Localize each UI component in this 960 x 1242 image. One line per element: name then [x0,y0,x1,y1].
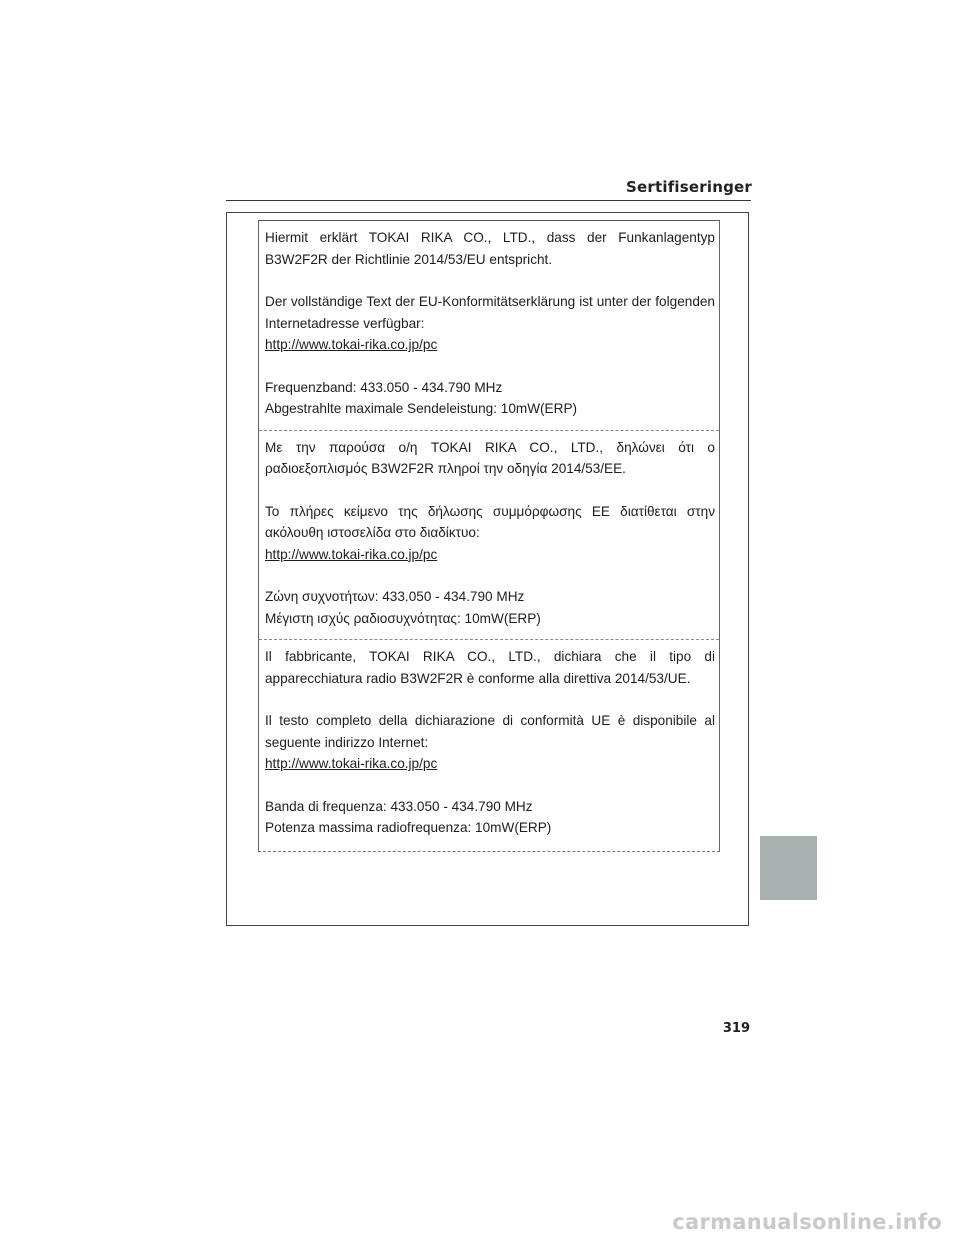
max-power: Abgestrahlte maximale Sendeleistung: 10mW(ERP) [265,401,578,416]
section-greek [259,431,719,641]
header-rule [226,200,751,201]
availability-text: Il testo completo della dichiarazione di conformità UE è disponibile al seguente indirizzo Internet: [265,713,715,750]
section-german [259,221,719,431]
availability-text: Το πλήρες κείμενο της δήλωσης συμμόρφωσης ΕΕ διατίθεται στην ακόλουθη ιστοσελίδα στο διαδίκτυο: [265,503,715,540]
page-header-title: Sertifiseringer [626,178,752,196]
declaration-paragraph: Il fabbricante, TOKAI RIKA CO., LTD., dichiara che il tipo di apparecchiatura radio B3W2F2R è conforme alla direttiva 2014/53/UE. [265,649,715,686]
specs-paragraph [265,586,715,629]
declaration-paragraph: Hiermit erklärt TOKAI RIKA CO., LTD., dass der Funkanlagentyp B3W2F2R der Richtlinie 2014/53/EU entspricht. [265,230,715,267]
frequency-band: Frequenzband: 433.050 - 434.790 MHz [265,379,503,395]
max-power: Potenza massima radiofrequenza: 10mW(ERP) [265,820,552,835]
declaration-link[interactable]: http://www.tokai-rika.co.jp/pc [265,337,438,352]
declaration-link[interactable]: http://www.tokai-rika.co.jp/pc [265,756,438,771]
watermark-text: carmanualsonline.info [672,1210,942,1234]
availability-paragraph [265,501,715,566]
frequency-band: Banda di frequenza: 433.050 - 434.790 MHz [265,798,533,814]
section-italian [259,640,719,851]
availability-text: Der vollständige Text der EU-Konformitätserklärung ist unter der folgenden Internetadresse verfügbar: [265,294,715,331]
frequency-band: Ζώνη συχνοτήτων: 433.050 - 434.790 MHz [265,589,525,604]
availability-paragraph [265,710,715,775]
availability-paragraph [265,291,715,356]
page-number: 319 [722,1021,750,1036]
max-power: Μέγιστη ισχύς ραδιοσυχνότητας: 10mW(ERP) [265,610,541,626]
declaration-document [258,220,720,852]
specs-paragraph [265,377,715,420]
specs-paragraph [265,796,715,839]
chapter-side-tab [760,836,817,900]
declaration-link[interactable]: http://www.tokai-rika.co.jp/pc [265,546,438,562]
declaration-paragraph: Με την παρούσα ο/η TOKAI RIKA CO., LTD., δηλώνει ότι ο ραδιοεξοπλισμός B3W2F2R πληροί την οδηγία 2014/53/ΕΕ. [265,439,715,476]
